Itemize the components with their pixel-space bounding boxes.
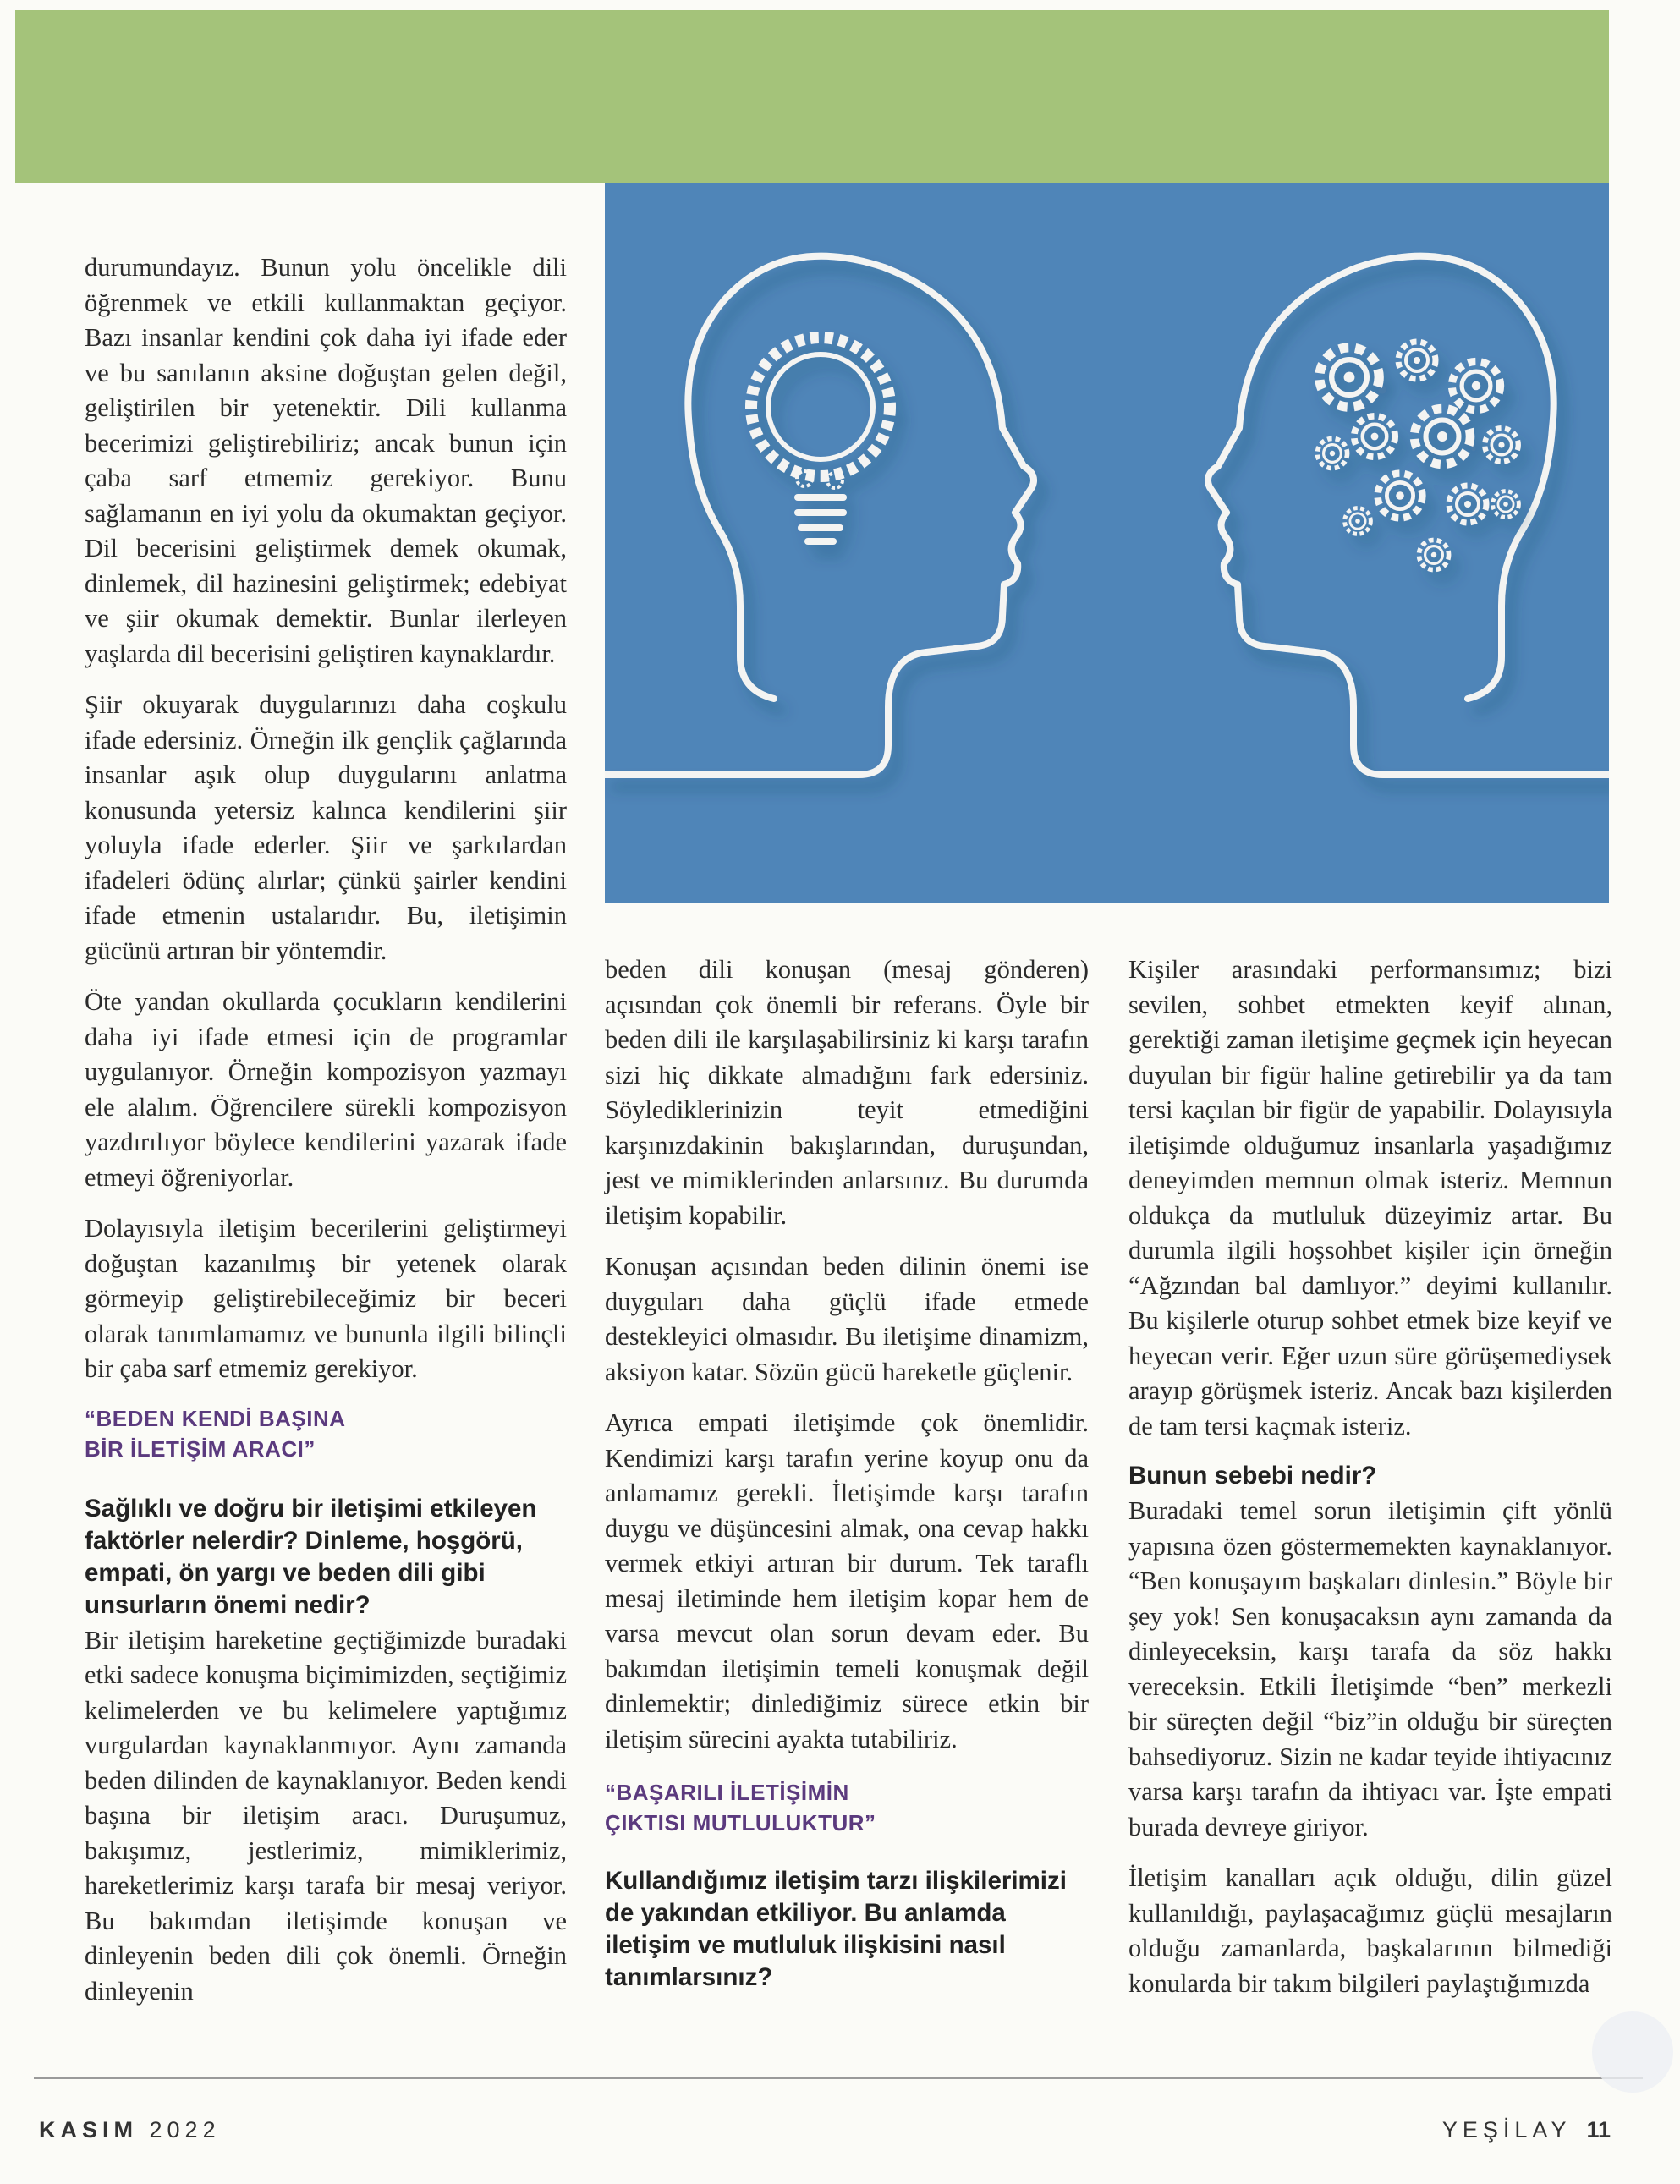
paragraph: Konuşan açısından beden dilinin önemi ise duyguları daha güçlü ifade etmede destekleyici olmasıdır. Bu iletişime dinamizm, aksiyon katar. Sözün gücü hareketle güçlenir. bbox=[605, 1252, 1089, 1386]
paragraph: Ayrıca empati iletişimde çok önemlidir. Kendimizi karşı tarafın yerine koyup onu da anlamamız gerekli. İletişimde karşı tarafın duygu ve düşüncesini almak, ona cevap hakkı vermek etkiyi artıran bir durum. Tek taraflı mesaj iletiminde hem iletişim kopar hem de varsa mevcut olan sorun devam eder. Bu bakımdan iletişimin temeli konuşmak değil dinlemektir; dinlediğimiz sürece etkin bir iletişim sürecini ayakta tutabiliriz. bbox=[605, 1408, 1089, 1753]
column-1 bbox=[85, 250, 567, 2025]
interview-question: Bunun sebebi nedir? bbox=[1128, 1462, 1377, 1490]
paragraph: Dolayısıyla iletişim becerilerini geliştirmeyi doğuştan kazanılmış bir yetenek olarak görmeyip geliştirebileceğimiz bir beceri olarak tanımlamamız ve bununla ilgili bilinçli bir çaba sarf etmemiz gerekiyor. bbox=[85, 1214, 567, 1383]
pullquote bbox=[85, 1403, 567, 1464]
gears-icon bbox=[1317, 342, 1518, 570]
pullquote-line: “BEDEN KENDİ BAŞINA bbox=[85, 1405, 346, 1431]
issue-year: 2022 bbox=[149, 2117, 221, 2143]
column-2 bbox=[605, 952, 1089, 1995]
pullquote-line: “BAŞARILI İLETİŞİMİN bbox=[605, 1780, 849, 1805]
pullquote-line: BİR İLETİŞİM ARACI” bbox=[85, 1435, 316, 1462]
pullquote bbox=[605, 1777, 1089, 1838]
column-3 bbox=[1128, 952, 1612, 2017]
paragraph: İletişim kanalları açık olduğu, dilin güzel kullanıldığı, paylaşacağımız güçlü mesajların olduğu zamanlarda, başkalarının bilmediği konularda bir takım bilgileri paylaştığımızda bbox=[1128, 1863, 1612, 1998]
issue-month: KASIM bbox=[39, 2117, 138, 2143]
paragraph: beden dili konuşan (mesaj gönderen) açısından çok önemli bir referans. Öyle bir beden dili ile karşılaşabilirsiniz ki karşı tarafın sizi hiç dikkate almadığını fark edersiniz. Söylediklerinizin teyit etmediğini karşınızdakinin bakışlarından, duruşundan, jest ve mimiklerinden anlarsınız. Bu durumda iletişim kopabilir. bbox=[605, 955, 1089, 1230]
footer-rule bbox=[34, 2077, 1643, 2079]
paragraph: Öte yandan okullarda çocukların kendilerini daha iyi ifade etmesi için de programlar uygulanıyor. Örneğin kompozisyon yazmayı ele alalım. Öğrencilere sürekli kompozisyon yazdırılıyor böylece kendilerini yazarak ifade etmeyi öğreniyorlar. bbox=[85, 987, 567, 1192]
footer-issue bbox=[39, 2117, 221, 2143]
paragraph: Kişiler arasındaki performansımız; bizi sevilen, sohbet etmekten keyif alınan, gerektiği zaman iletişime geçmek için heyecan duyulan bir figür haline getirebilir ya da tam tersi kaçılan bir figür de yapabilir. Dolayısıyla iletişimde olduğumuz insanlarla yaşadığımız deneyimden memnun olmak isteriz. Memnun oldukça da mutluluk düzeyimiz artar. Bu durumla ilgili hoşsohbet kişiler için örneğin “Ağzından bal damlıyor.” deyimi kullanılır. Bu kişilerle oturup sohbet etmek bize keyif ve heyecan verir. Eğer uzun süre görüşemediysek arayıp görüşmek isteriz. Ancak bazı kişilerden de tam tersi kaçmak isteriz. bbox=[1128, 955, 1612, 1440]
pullquote-line: ÇIKTISI MUTLULUKTUR” bbox=[605, 1810, 876, 1836]
paragraph: durumundayız. Bunun yolu öncelikle dili öğrenmek ve etkili kullanmaktan geçiyor. Bazı insanlar kendini çok daha iyi ifade eder ve bu sanılanın aksine doğuştan gelen değil, geliştirilen bir yetenektir. Dili kullanma becerimizi geliştirebiliriz; ancak bunun için çaba sarf etmemiz gerekiyor. Bunu sağlamanın en iyi yolu da okumaktan geçiyor. Dil becerisini geliştirmek demek okumak, dinlemek, dil hazinesini geliştirmek; edebiyat ve şiir okumak demektir. Bunlar ilerleyen yaşlarda dil becerisini geliştiren kaynaklardır. bbox=[85, 253, 567, 668]
paragraph: Bir iletişim hareketine geçtiğimizde buradaki etki sadece konuşma biçimimizden, seçtiğimiz kelimelerden ve bu kelimelere yaptığımız vurgulardan kaynaklanmıyor. Aynı zamanda beden dilinden de kaynaklanıyor. Beden kendi başına bir iletişim aracı. Duruşumuz, bakışımız, jestlerimiz, mimiklerimiz, hareketlerimiz karşı tarafa bir mesaj veriyor. Bu bakımdan iletişimde konuşan ve dinleyenin beden dili çok önemli. Örneğin dinleyenin bbox=[85, 1625, 567, 2006]
footer-magazine bbox=[1442, 2117, 1611, 2143]
interview-question: Kullandığımız iletişim tarzı ilişkilerimizi de yakından etkiliyor. Bu anlamda iletişim ve mutluluk ilişkisini nasıl tanımlarsınız? bbox=[605, 1867, 1067, 1991]
interview-question: Sağlıklı ve doğru bir iletişimi etkileyen faktörler nelerdir? Dinleme, hoşgörü, empati, ön yargı ve beden dili gibi unsurların önemi nedir? bbox=[85, 1494, 537, 1619]
magazine-name: YEŞİLAY bbox=[1441, 2117, 1572, 2143]
top-green-band bbox=[15, 10, 1609, 183]
watermark-seal bbox=[1592, 2011, 1673, 2093]
paragraph: Buradaki temel sorun iletişimin çift yönlü yapısına özen göstermemekten kaynaklanıyor. “Ben konuşayım başkaları dinlesin.” Böyle bir şey yok! Sen konuşacaksın aynı zamanda da dinleyeceksin, karşı tarafa da söz hakkı vereceksin. Etkili İletişimde “ben” merkezli bir süreçten değil “biz”in olduğu bir süreçten bahsediyoruz. Sizin ne kadar teyide ihtiyacınız varsa karşı tarafın da ihtiyacı var. İşte empati burada devreye giriyor. bbox=[1128, 1496, 1612, 1841]
paragraph: Şiir okuyarak duygularınızı daha coşkulu ifade edersiniz. Örneğin ilk gençlik çağlarında insanlar aşık olup duygularını anlatma konusunda yetersiz kalınca kendilerini şiir yoluyla ifade ederler. Şiir ve şarkılardan ifadeleri ödünç alırlar; çünkü şairler kendini ifade etmenin ustalarıdır. Bu, iletişimin gücünü artıran bir yöntemdir. bbox=[85, 690, 567, 965]
page-number: 11 bbox=[1586, 2117, 1611, 2143]
hero-illustration bbox=[605, 183, 1609, 903]
lightbulb-gear-icon bbox=[751, 337, 890, 541]
